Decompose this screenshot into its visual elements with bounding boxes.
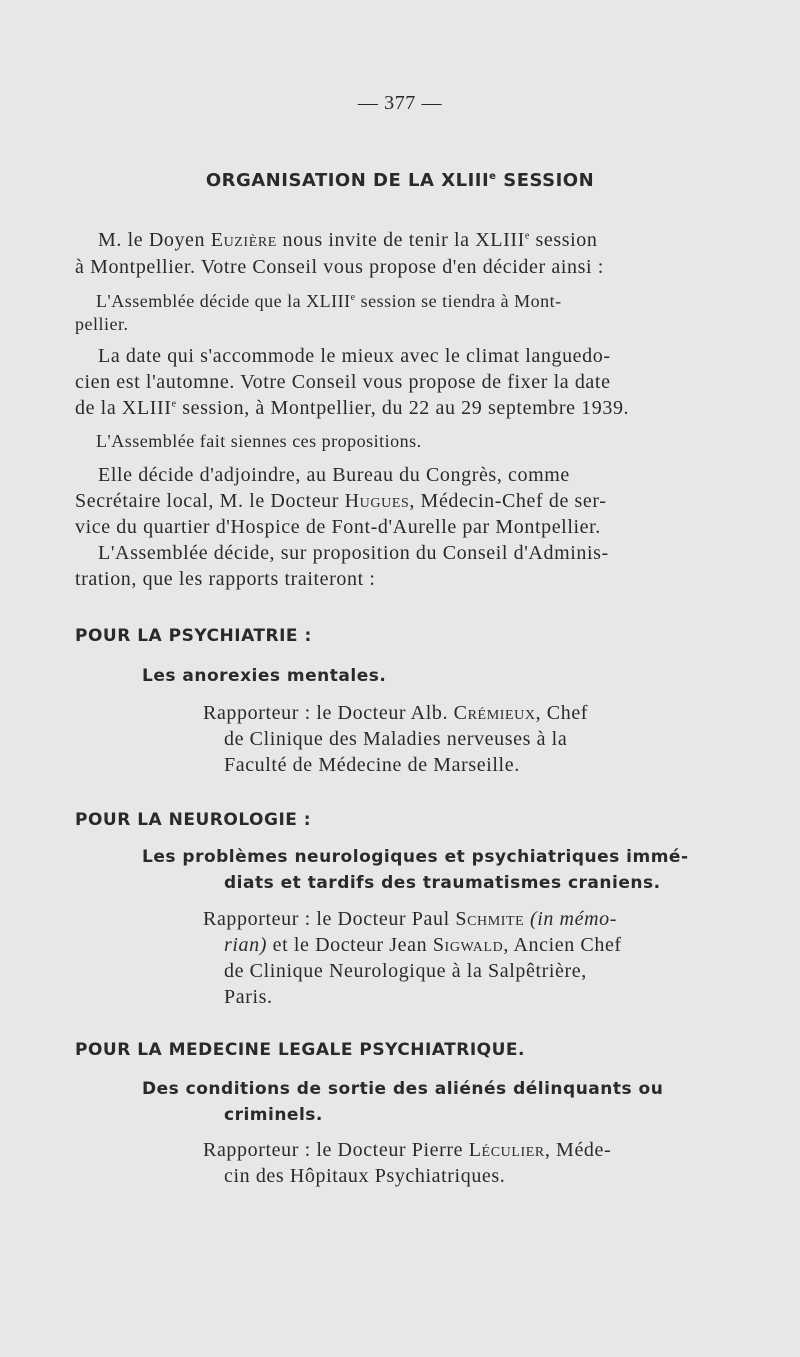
para4-line2: tration, que les rapports traiteront : [75, 568, 376, 590]
section-topic-medecine-legale-line2: criminels. [224, 1105, 323, 1125]
rapporteur-neurologie-line4: Paris. [224, 986, 273, 1008]
para1-line2: à Montpellier. Votre Conseil vous propose d'en décider ainsi : [75, 256, 604, 278]
decision2: L'Assemblée fait siennes ces propositions. [96, 431, 422, 451]
decision1-line1: L'Assemblée décide que la XLIIIe session se tiendra à Mont- [96, 291, 562, 311]
section-topic-medecine-legale-line1: Des conditions de sortie des aliénés délinquants ou [142, 1079, 664, 1099]
section-heading-neurologie: POUR LA NEUROLOGIE : [75, 810, 312, 830]
decision1-line2: pellier. [75, 314, 129, 334]
para2-line2: cien est l'automne. Votre Conseil vous propose de fixer la date [75, 371, 611, 393]
rapporteur-medecine-legale-line1: Rapporteur : le Docteur Pierre Léculier, Méde- [203, 1139, 612, 1161]
rapporteur-psychiatrie-line1: Rapporteur : le Docteur Alb. Crémieux, Chef [203, 702, 589, 724]
para4-line1: L'Assemblée décide, sur proposition du Conseil d'Adminis- [98, 542, 609, 564]
para3-line3: vice du quartier d'Hospice de Font-d'Aurelle par Montpellier. [75, 516, 601, 538]
page-title: ORGANISATION DE LA XLIIIe SESSION [205, 170, 595, 191]
para2-line1: La date qui s'accommode le mieux avec le climat languedo- [98, 345, 611, 367]
section-topic-psychiatrie: Les anorexies mentales. [142, 666, 387, 686]
section-heading-psychiatrie: POUR LA PSYCHIATRIE : [75, 626, 312, 646]
section-heading-medecine-legale: POUR LA MEDECINE LEGALE PSYCHIATRIQUE. [75, 1040, 525, 1060]
para1-line1: M. le Doyen Euzière nous invite de tenir la XLIIIe session [98, 229, 598, 251]
rapporteur-psychiatrie-line3: Faculté de Médecine de Marseille. [224, 754, 520, 776]
section-topic-neurologie-line1: Les problèmes neurologiques et psychiatriques immé- [142, 847, 689, 867]
para2-line3: de la XLIIIe session, à Montpellier, du 22 au 29 septembre 1939. [75, 397, 630, 419]
rapporteur-neurologie-line1: Rapporteur : le Docteur Paul Schmite (in mémo- [203, 908, 617, 930]
rapporteur-medecine-legale-line2: cin des Hôpitaux Psychiatriques. [224, 1165, 506, 1187]
rapporteur-neurologie-line3: de Clinique Neurologique à la Salpêtrière, [224, 960, 587, 982]
page-number: — 377 — [357, 92, 443, 114]
para3-line2: Secrétaire local, M. le Docteur Hugues, Médecin-Chef de ser- [75, 490, 607, 512]
para3-line1: Elle décide d'adjoindre, au Bureau du Congrès, comme [98, 464, 570, 486]
rapporteur-psychiatrie-line2: de Clinique des Maladies nerveuses à la [224, 728, 568, 750]
section-topic-neurologie-line2: diats et tardifs des traumatismes craniens. [224, 873, 661, 893]
rapporteur-neurologie-line2: rian) et le Docteur Jean Sigwald, Ancien Chef [224, 934, 622, 956]
